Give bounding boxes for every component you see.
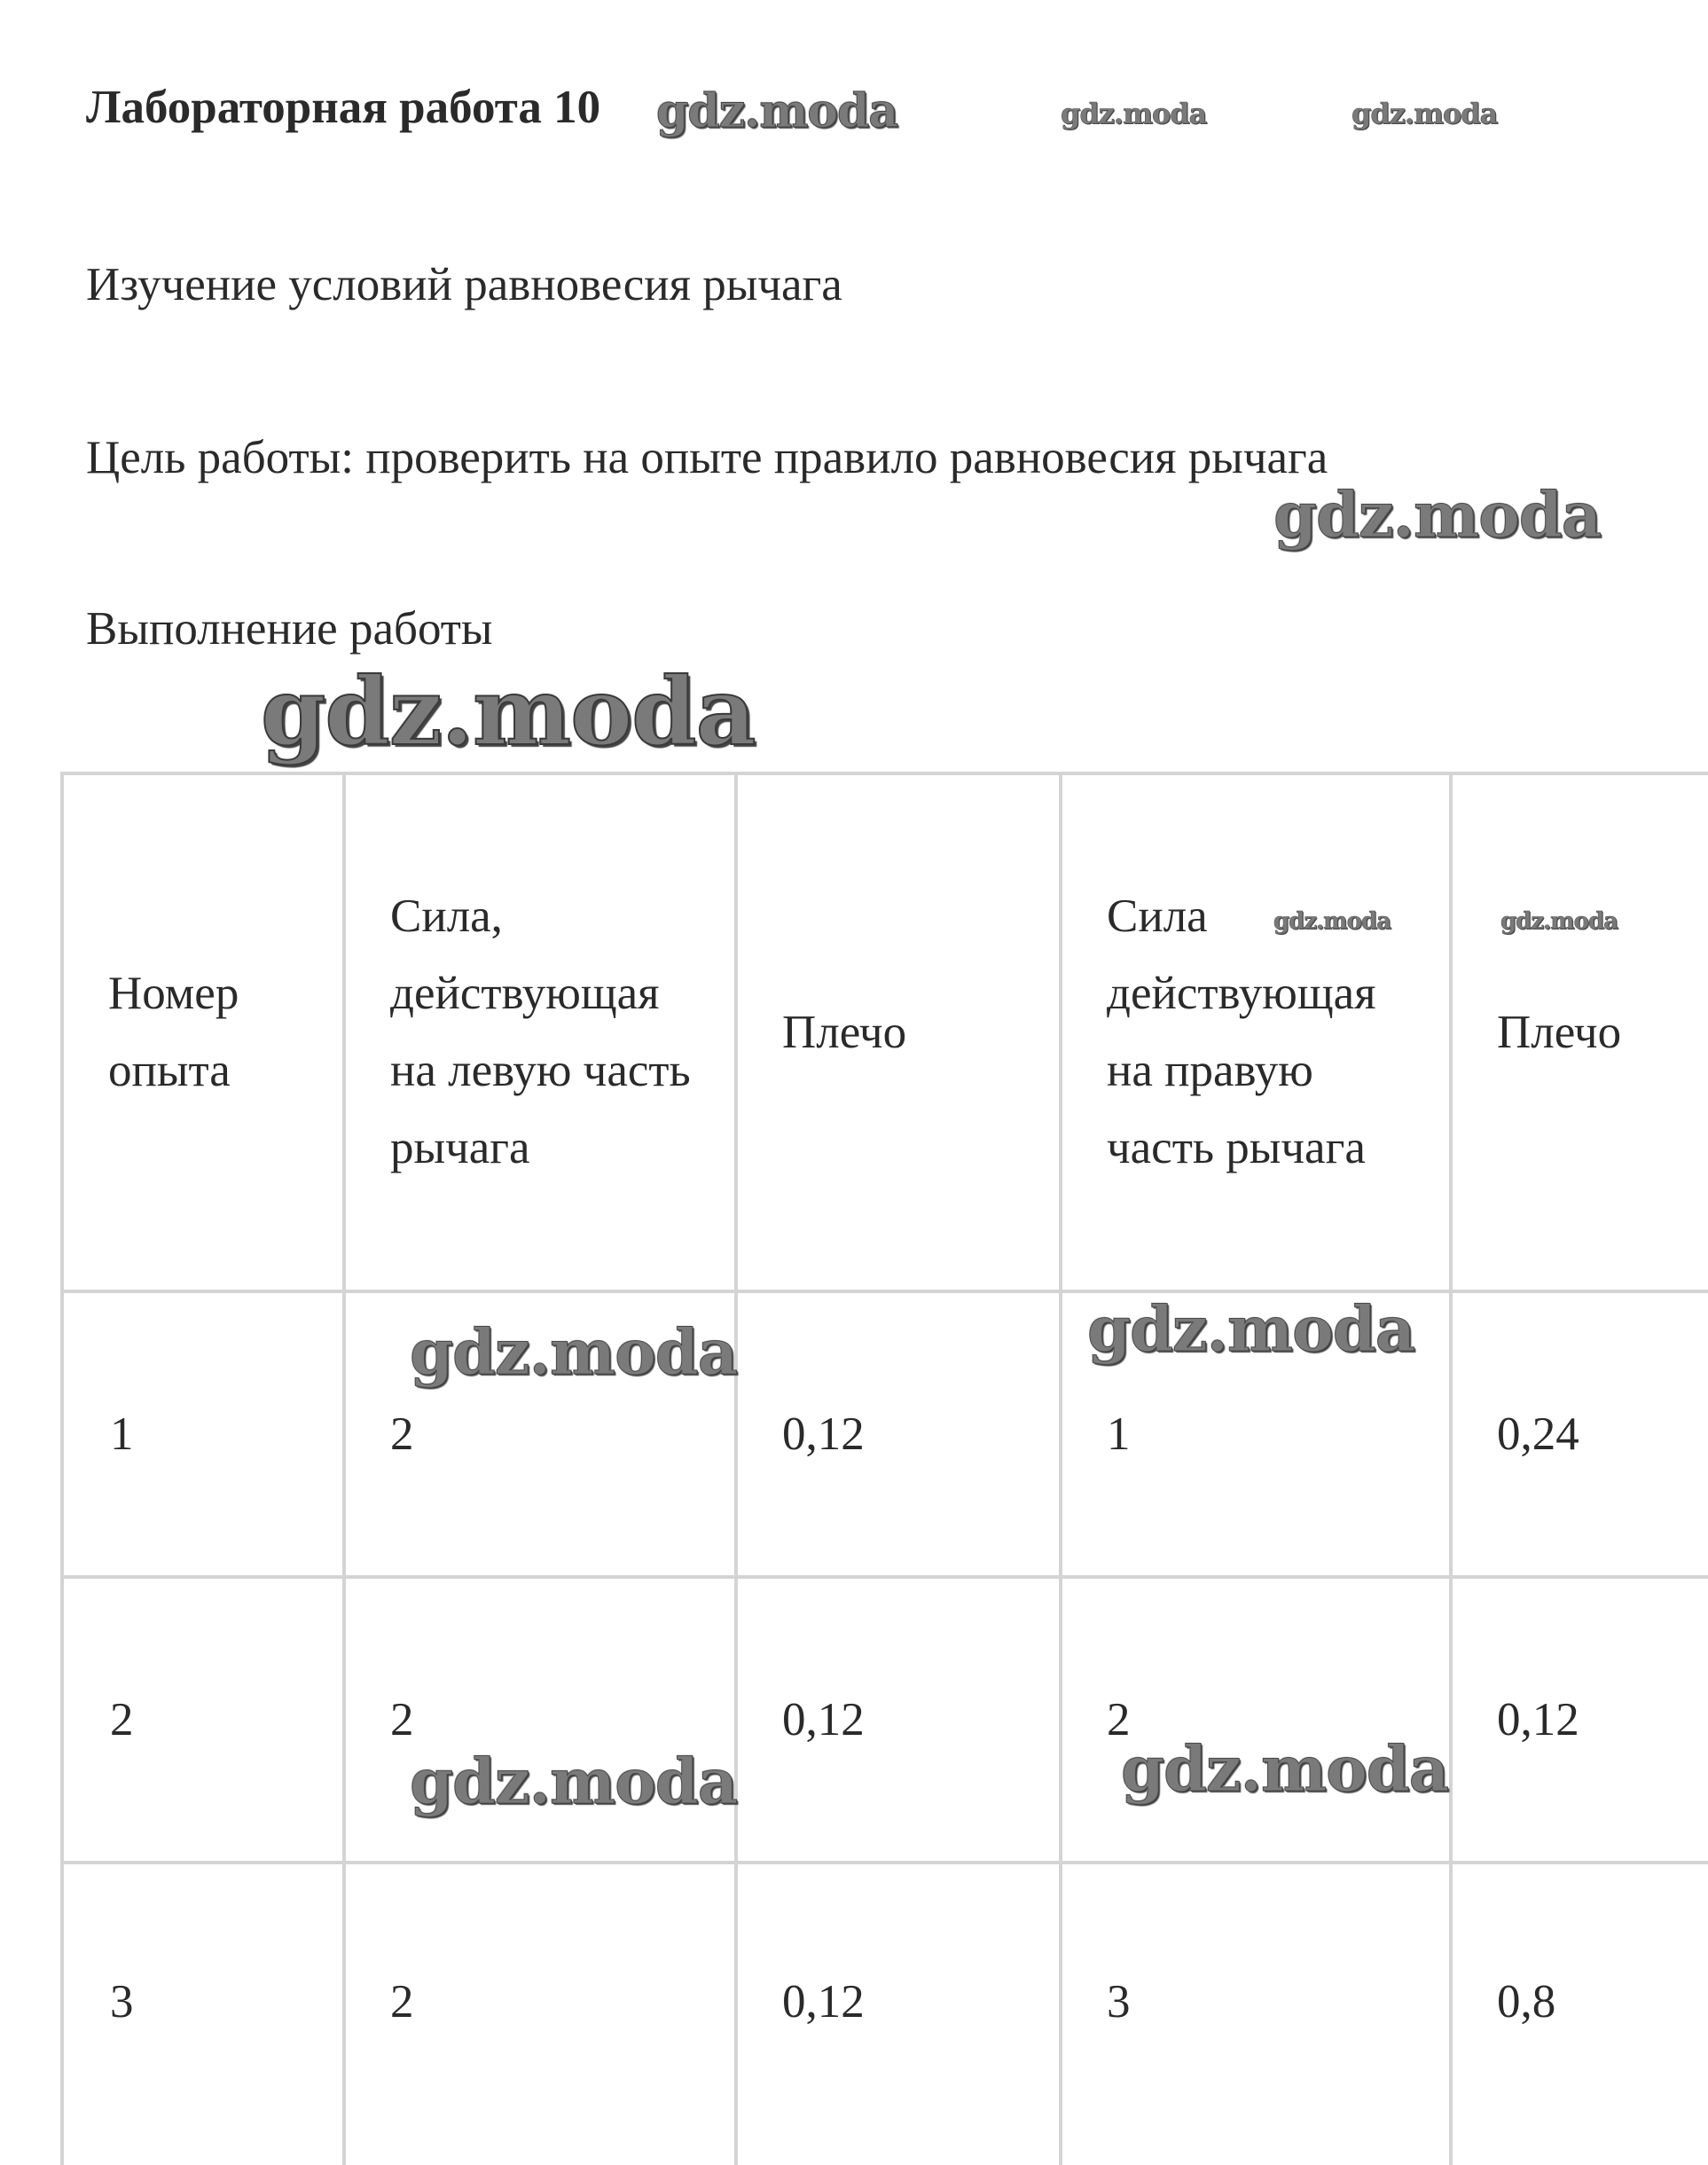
watermark: gdz.moda [656,84,898,138]
cell-experiment-number: 2 [62,1577,344,1863]
header-right-force [1061,773,1451,1291]
watermark: gdz.moda [1087,1292,1415,1366]
goal-statement: Цель работы: проверить на опыте правило равновесия рычага [86,432,1328,483]
cell-left-force: 2 [344,1291,736,1577]
table-header-row [62,773,1708,1291]
cell-left-arm: 0,12 [736,1863,1061,2165]
cell-right-arm: 0,8 [1451,1863,1708,2165]
watermark: gdz.moda [410,1315,738,1389]
watermark: gdz.moda [1273,908,1391,935]
execution-heading: Выполнение работы [86,603,493,655]
cell-experiment-number: 1 [62,1291,344,1577]
cell-left-arm: 0,12 [736,1577,1061,1863]
cell-left-force: 2 [344,1577,736,1863]
cell-experiment-number: 3 [62,1863,344,2165]
results-table [60,772,1708,2165]
watermark: gdz.moda [261,656,756,766]
header-right-force-label: Сила действующая на правую часть рычага [1107,890,1376,1173]
cell-right-force: 3 [1061,1863,1451,2165]
header-right-arm-label: Плечо [1497,1006,1622,1058]
watermark: gdz.moda [1352,97,1498,130]
watermark: gdz.moda [410,1745,738,1818]
document-subtitle: Изучение условий равновесия рычага [86,259,842,310]
header-experiment-number [62,773,344,1291]
table-row [62,1863,1708,2165]
cell-left-force: 2 [344,1863,736,2165]
header-experiment-number-label: Номер опыта [108,968,239,1096]
watermark: gdz.moda [1500,908,1618,935]
header-left-force-label: Сила, действующая на левую часть рычага [390,890,691,1173]
document-title: Лабораторная работа 10 [86,82,601,133]
watermark: gdz.moda [1061,97,1207,130]
watermark: gdz.moda [1121,1732,1449,1806]
table-row [62,1577,1708,1863]
table-row [62,1291,1708,1577]
cell-right-force: 1 [1061,1291,1451,1577]
cell-right-arm: 0,12 [1451,1577,1708,1863]
header-left-arm-label: Плечо [782,1006,907,1058]
cell-left-arm: 0,12 [736,1291,1061,1577]
header-right-arm [1451,773,1708,1291]
cell-right-force: 2 [1061,1577,1451,1863]
watermark: gdz.moda [1273,478,1602,552]
cell-right-arm: 0,24 [1451,1291,1708,1577]
header-left-force [344,773,736,1291]
header-left-arm [736,773,1061,1291]
